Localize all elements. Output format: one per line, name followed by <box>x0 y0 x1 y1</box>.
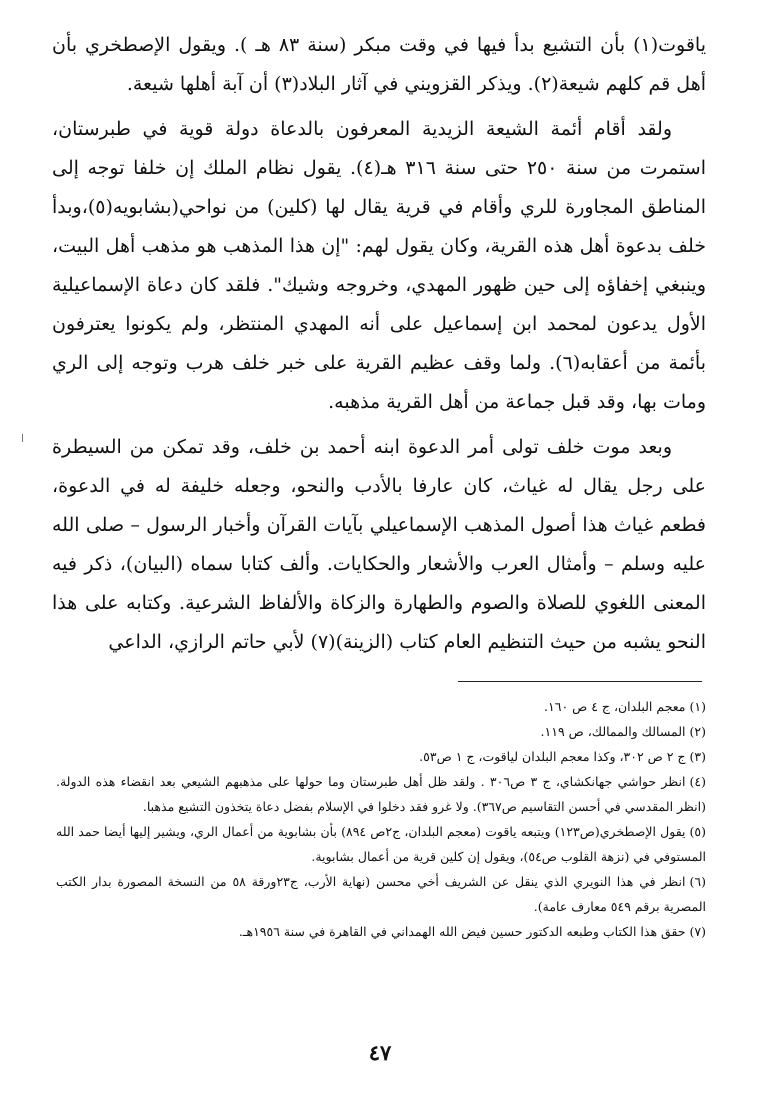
footnote-text: ج ٢ ص ٣٠٢، وكذا معجم البلدان لياقوت، ج ١ ص٥٣. <box>419 749 686 764</box>
footnote-text: انظر حواشي جهانكشاي، ج ٣ ص٣٠٦ . ولقد ظل أهل طبرستان وما حولها على مذهبهم الشيعي بعد انقضاء هذه الدولة. (انظر المقدسي في أحسن التقاسيم ص٣٦٧). ولا غرو فقد دخلوا في الإسلام بفضل دعاة يتخذون التشيع مذهبا. <box>56 774 706 814</box>
footnote-4 <box>56 769 706 819</box>
footnote-text: حقق هذا الكتاب وطبعه الدكتور حسين فيض الله الهمداني في القاهرة في سنة ١٩٥٦هـ. <box>238 924 686 939</box>
footnote-number: (٤) <box>689 774 707 789</box>
footnote-2 <box>56 719 706 744</box>
footnote-7 <box>56 919 706 944</box>
margin-mark <box>22 434 23 442</box>
footnote-text: معجم البلدان، ج ٤ ص ١٦٠. <box>544 699 686 714</box>
footnote-5 <box>56 819 706 869</box>
footnote-number: (٧) <box>689 924 706 939</box>
main-text <box>52 26 706 668</box>
footnote-separator <box>458 681 702 682</box>
footnote-text: المسالك والممالك، ص ١١٩. <box>540 724 686 739</box>
footnotes <box>56 694 706 944</box>
footnote-number: (١) <box>689 699 706 714</box>
footnote-text: انظر في هذا النويري الذي ينقل عن الشريف أخي محسن (نهاية الأرب، ج٢٣ورقة ٥٨ من النسخة المصورة بدار الكتب المصرية برقم ٥٤٩ معارف عامة). <box>56 874 706 914</box>
footnote-number: (٢) <box>689 724 706 739</box>
paragraph-1: ياقوت(١) بأن التشيع بدأ فيها في وقت مبكر (سنة ٨٣ هـ ). ويقول الإصطخري بأن أهل قم كلهم شيعة(٢). ويذكر القزويني في آثار البلاد(٣) أن آبة أهلها شيعة. <box>52 34 706 95</box>
footnote-3 <box>56 744 706 769</box>
footnote-6 <box>56 869 706 919</box>
footnote-number: (٥) <box>689 824 706 839</box>
footnote-number: (٦) <box>689 874 707 889</box>
footnote-text: يقول الإصطخري(ص١٢٣) ويتبعه ياقوت (معجم البلدان، ج٢ص ٨٩٤) بأن بشابوية من أعمال الري، ويشير إليها أيضا حمد الله المستوفي في (نزهة القلوب ص٥٤)، ويقول إن كلين قرية من أعمال بشابوية. <box>56 824 706 864</box>
paragraph-2: ولقد أقام أئمة الشيعة الزيدية المعرفون بالدعاة دولة قوية في طبرستان، استمرت من سنة ٢٥٠ حتى سنة ٣١٦ هـ(٤). يقول نظام الملك إن خلفا توجه إلى المناطق المجاورة للري وأقام في قرية يقال لها (كلين) من نواحي(بشابويه(٥)،وبدأ خلف بدعوة أهل هذه القرية، وكان يقول لهم: "إن هذا المذهب هو مذهب أهل البيت، وينبغي إخفاؤه إلى حين ظهور المهدي، وخروجه وشيك". فلقد كان دعاة الإسماعيلية الأول يدعون لمحمد ابن إسماعيل على أنه المهدي المنتظر، ولم يكونوا يعترفون بأئمة من أعقابه(٦). ولما وقف عظيم القرية على خبر خلف هرب وتوجه إلى الري ومات بها، وقد قبل جماعة من أهل القرية مذهبه. <box>52 118 706 413</box>
page-number: ٤٧ <box>368 1040 392 1065</box>
footnote-1 <box>56 694 706 719</box>
footnote-number: (٣) <box>689 749 706 764</box>
paragraph-3: وبعد موت خلف تولى أمر الدعوة ابنه أحمد بن خلف، وقد تمكن من السيطرة على رجل يقال له غياث، كان عارفا بالأدب والنحو، وجعله خليفة له في الدعوة، فطعم غياث هذا أصول المذهب الإسماعيلي بآيات القرآن وأخبار الرسول – صلى الله عليه وسلم – وأمثال العرب والأشعار والحكايات. وألف كتابا سماه (البيان)، ذكر فيه المعنى اللغوي للصلاة والصوم والطهارة والزكاة والألفاظ الشرعية. وكتابه على هذا النحو يشبه من حيث التنظيم العام كتاب (الزينة)(٧) لأبي حاتم الرازي، الداعي <box>52 436 706 653</box>
